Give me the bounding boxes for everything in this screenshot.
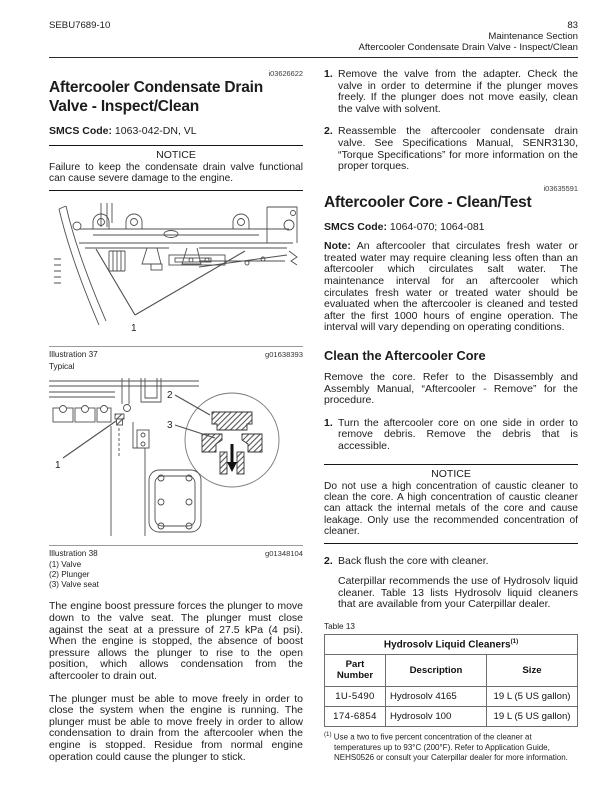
smcs-value: 1064-070; 1064-081: [389, 221, 485, 234]
graphic-code: g01638393: [264, 349, 303, 359]
size-cell: 19 L (5 US gallon): [487, 687, 578, 707]
numbered-step: [324, 126, 578, 172]
smcs-value: 1063-042-DN, VL: [114, 125, 197, 137]
step-number: 2.: [324, 125, 333, 138]
column-header: Description: [386, 655, 487, 687]
size-cell: 19 L (5 US gallon): [487, 707, 578, 727]
description-cell: Hydrosolv 100: [386, 707, 487, 727]
notice-title: NOTICE: [431, 467, 471, 480]
smcs-code-line: [49, 125, 303, 137]
footnote-text: Use a two to five percent concentration of the cleaner at temperatures up to 93°C (200°F). Refer to Application Guide, NEHS0526 or consult your Caterpillar dealer for more information.: [333, 732, 568, 762]
table-row: [325, 707, 578, 727]
step-text: Reassemble the aftercooler condensate drain valve. See Specifications Manual, SENR3130, “Torque Specifications” for more information on the proper torques.: [338, 125, 578, 173]
step-text: Back flush the core with cleaner.: [338, 554, 489, 567]
table-row: [325, 687, 578, 707]
illustration-number: Illustration 37: [49, 349, 98, 359]
legend-item: (1) Valve: [49, 559, 82, 569]
hydrosolv-cleaners-table: [324, 634, 578, 727]
section-topic: Aftercooler Condensate Drain Valve - Inspect/Clean: [358, 42, 578, 53]
step-number: 1.: [324, 416, 333, 429]
notice-text: Do not use a high concentration of caustic cleaner to clean the core. A high concentration of caustic cleaner can attack the internal metals of the core and cause leakage. Only use the recommended concentration of cleaner.: [324, 480, 578, 538]
body-paragraph: Remove the core. Refer to the Disassembly and Assembly Manual, “Aftercooler - Remove” for the procedure.: [324, 371, 578, 407]
step-continuation-paragraph: Caterpillar recommends the use of Hydrosolv liquid cleaner. Table 13 lists Hydrosolv liquid cleaners that are available from your Caterpillar dealer.: [338, 575, 578, 611]
note-paragraph: [324, 241, 578, 334]
step-number: 1.: [324, 68, 333, 80]
table-footnote: [324, 730, 578, 762]
description-cell: Hydrosolv 4165: [386, 687, 487, 707]
header-rule: [49, 57, 578, 58]
column-header: Size: [487, 655, 578, 687]
table-title-footnote-ref: (1): [510, 637, 519, 645]
smcs-code-line: [324, 221, 578, 233]
publication-id: i03626622: [268, 69, 303, 78]
subsection-heading: Clean the Aftercooler Core: [324, 348, 486, 363]
numbered-step: [324, 69, 578, 115]
left-column: [49, 69, 303, 774]
illustration-number: Illustration 38: [49, 548, 98, 558]
notice-box: [49, 145, 303, 191]
illustration-37-note: Typical: [49, 361, 75, 371]
footnote-marker: (1): [324, 731, 332, 739]
illustration-38-caption: [49, 545, 303, 558]
doc-number: SEBU7689-10: [49, 20, 111, 31]
smcs-label: SMCS Code:: [324, 221, 387, 234]
article-title-aftercooler-core: Aftercooler Core - Clean/Test: [324, 193, 532, 211]
legend-item: (2) Plunger: [49, 570, 90, 580]
page-header: [49, 20, 578, 53]
note-label: Note:: [324, 240, 351, 253]
part-number-cell: 174-6854: [325, 707, 386, 727]
illustration-38-legend: [49, 560, 303, 591]
step-number: 2.: [324, 554, 333, 567]
section-name: Maintenance Section: [488, 31, 578, 42]
graphic-code: g01348104: [264, 548, 303, 558]
notice-text: Failure to keep the condensate drain valve functional can cause severe damage to the engine.: [49, 162, 303, 185]
notice-title: NOTICE: [156, 149, 196, 161]
table-label: Table 13: [324, 621, 355, 631]
table-title-cell: [325, 634, 578, 654]
illustration-37-figure: [49, 203, 303, 371]
table-title: Hydrosolv Liquid Cleaners: [383, 639, 511, 651]
page-number: 83: [567, 20, 578, 31]
callout-3-label: 3: [167, 419, 173, 431]
publication-id: i03635591: [543, 183, 578, 193]
column-header: Part Number: [325, 655, 386, 687]
note-text: An aftercooler that circulates fresh water or treated water may require cleaning less often than an aftercooler which circulates salt water. The maintenance interval for an aftercooler which circulates fresh water or treated water should be evaluated when the aftercooler is cleaned and tested after the first 1000 hours of engine operation. The interval will vary depending on operating conditions.: [324, 240, 578, 334]
valve-detail-drawing: [49, 378, 303, 536]
callout-1-label: 1: [131, 322, 137, 334]
numbered-step: [324, 556, 578, 568]
smcs-label: SMCS Code:: [49, 125, 112, 137]
notice-box: [324, 464, 578, 544]
step-text: Turn the aftercooler core on one side in order to remove debris. Remove the debris that is accessible.: [338, 416, 578, 452]
body-paragraph: The plunger must be able to move freely in order to close the system when the engine is running. The plunger must be able to move freely in order to allow condensation to drain from the aftercooler when the engine is stopped. Residue from normal engine operation could cause the plunger to stick.: [49, 692, 303, 763]
engine-underside-drawing: [49, 203, 303, 337]
callout-1-label: 1: [55, 459, 61, 471]
illustration-38-figure: [49, 378, 303, 591]
legend-item: (3) Valve seat: [49, 580, 99, 590]
right-column: [324, 69, 578, 774]
numbered-step: [324, 418, 578, 453]
illustration-37-caption: [49, 346, 303, 359]
step-text: Remove the valve from the adapter. Check the valve in order to determine if the plunger moves freely. If the plunger does not move easily, clean the valve with solvent.: [338, 68, 578, 115]
article-title-drain-valve: Aftercooler Condensate Drain Valve - Inspect/Clean: [49, 79, 264, 115]
body-paragraph: The engine boost pressure forces the plunger to move down to the valve seat. The plunger must close against the seat at a pressure of 27.5 kPa (4 psi). When the engine is stopped, the absence of boost pressure allows the plunger to rise to the open position, which allows condensation from the aftercooler to drain out.: [49, 600, 303, 682]
callout-2-label: 2: [167, 389, 173, 401]
part-number-cell: 1U-5490: [325, 687, 386, 707]
